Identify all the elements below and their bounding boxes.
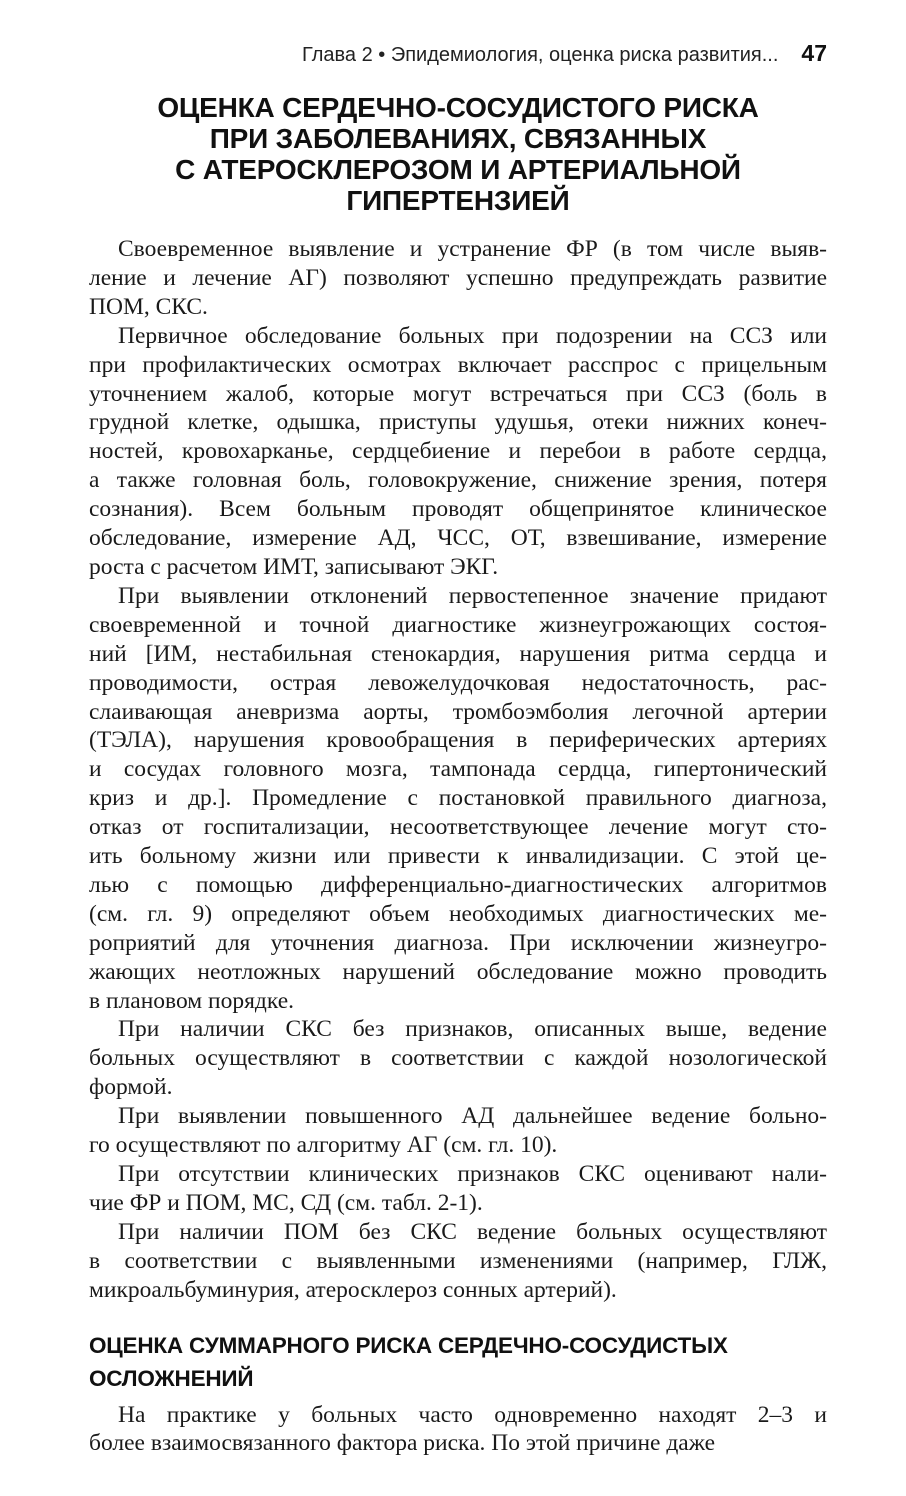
text-line: роста с расчетом ИМТ, записывают ЭКГ. [89,553,499,580]
paragraph [89,1160,827,1218]
paragraph [89,1218,827,1305]
body-text [89,235,827,1305]
text-line: го осуществляют по алгоритму АГ (см. гл. 10). [89,1132,558,1159]
text-line: Первичное обследование больных при подозрении на ССЗ или [118,322,827,349]
paragraph [89,1102,827,1160]
page-number: 47 [801,40,827,66]
text-line: жающих неотложных нарушений обследование можно проводить [89,958,827,985]
text-line: а также головная боль, головокружение, снижение зрения, потеря [89,467,827,494]
text-line: более взаимосвязанного фактора риска. По этой причине даже [89,1430,716,1457]
text-line: ний [ИМ, нестабильная стенокардия, нарушения ритма сердца и [89,640,827,667]
section-body-text [89,1401,827,1459]
text-line: криз и др.]. Промедление с постановкой правильного диагноза, [89,785,827,812]
text-line: проводимости, острая левожелудочковая недостаточность, рас- [89,669,827,696]
text-line: При выявлении повышенного АД дальнейшее ведение больно- [118,1103,827,1130]
paragraph [89,582,827,1016]
text-line: больных осуществляют в соответствии с каждой нозологической [89,1045,827,1072]
text-line: микроальбуминурия, атеросклероз сонных артерий). [89,1276,617,1303]
text-line: ление и лечение АГ) позволяют успешно предупреждать развитие [89,264,827,291]
text-line: ПОМ, СКС. [89,293,208,320]
text-line: (ТЭЛА), нарушения кровообращения в периферических артериях [89,727,827,754]
text-line: роприятий для уточнения диагноза. При исключении жизнеугро- [89,929,827,956]
title-line: ОЦЕНКА СЕРДЕЧНО-СОСУДИСТОГО РИСКА [157,92,759,123]
text-line: в соответствии с выявленными изменениями (например, ГЛЖ, [89,1247,827,1274]
paragraph [89,1015,827,1102]
text-line: На практике у больных часто одновременно находят 2–3 и [118,1401,827,1428]
text-line: Своевременное выявление и устранение ФР (в том числе выяв- [118,236,827,262]
text-line: лью с помощью дифференциально-диагностических алгоритмов [89,871,827,898]
book-page [89,40,827,1458]
text-line: При наличии ПОМ без СКС ведение больных осуществляют [118,1218,827,1245]
text-line: чие ФР и ПОМ, МС, СД (см. табл. 2-1). [89,1189,483,1216]
text-line: При наличии СКС без признаков, описанных выше, ведение [118,1016,827,1043]
text-line: обследование, измерение АД, ЧСС, ОТ, взвешивание, измерение [89,525,827,552]
paragraph [89,322,827,582]
running-title: Глава 2 • Эпидемиология, оценка риска развития... [302,44,779,66]
text-line: отказ от госпитализации, несоответствующее лечение могут сто- [89,814,827,841]
text-line: грудной клетке, одышка, приступы удушья, отеки нижних конеч- [89,409,827,436]
section-title-line: ОСЛОЖНЕНИЙ [89,1365,254,1391]
text-line: уточнением жалоб, которые могут встречаться при ССЗ (боль в [89,380,827,407]
text-line: При выявлении отклонений первостепенное значение придают [118,582,827,609]
text-line: ностей, кровохарканье, сердцебиение и перебои в работе сердца, [89,438,827,465]
text-line: формой. [89,1074,173,1101]
paragraph [89,1401,827,1459]
title-line: ГИПЕРТЕНЗИЕЙ [346,185,570,216]
section-title-line: ОЦЕНКА СУММАРНОГО РИСКА СЕРДЕЧНО-СОСУДИСТЫХ [89,1332,728,1358]
text-line: При отсутствии клинических признаков СКС оценивают нали- [118,1161,827,1187]
title-line: С АТЕРОСКЛЕРОЗОМ И АРТЕРИАЛЬНОЙ [175,154,741,185]
text-line: в плановом порядке. [89,987,294,1014]
text-line: (см. гл. 9) определяют объем необходимых диагностических ме- [89,900,827,927]
running-head [89,40,827,80]
text-line: и сосудах головного мозга, тампонада сердца, гипертонический [89,756,827,783]
text-line: своевременной и точной диагностике жизнеугрожающих состоя- [89,611,827,638]
title-line: ПРИ ЗАБОЛЕВАНИЯХ, СВЯЗАННЫХ [209,123,707,154]
text-line: при профилактических осмотрах включает расспрос с прицельным [89,351,827,378]
text-line: сознания). Всем больным проводят общепринятое клиническое [89,496,827,523]
paragraph [89,235,827,322]
chapter-title [89,92,827,216]
section-title [89,1329,827,1395]
text-line: ить больному жизни или привести к инвалидизации. С этой це- [89,843,827,870]
text-line: слаивающая аневризма аорты, тромбоэмболия легочной артерии [89,698,827,725]
